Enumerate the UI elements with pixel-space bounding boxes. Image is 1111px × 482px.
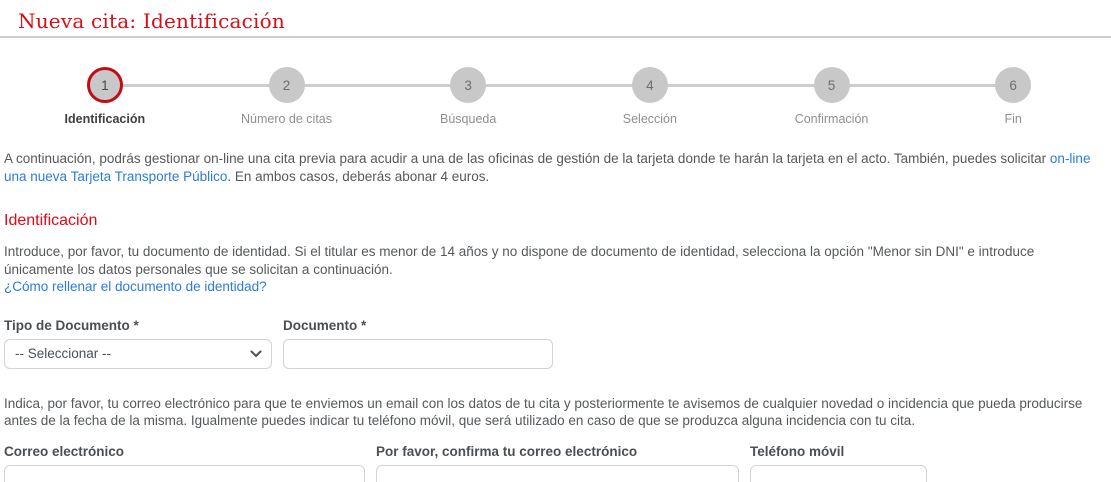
intro-text-before-link: A continuación, podrás gestionar on-line una cita previa para acudir a una de las oficinas de gestión de la tarjeta donde te harán la tarjeta en el acto. También, puedes solicitar [4, 151, 1050, 166]
page-title: Nueva cita: Identificación [18, 9, 285, 33]
identification-section-heading: Identificación [4, 212, 98, 229]
contact-description: Indica, por favor, tu correo electrónico para que te enviemos un email con los datos de tu cita y posteriormente te avisemos de cualquier novedad o incidencia que pueda producirse antes de la fecha de la misma. Igualmente puedes indicar tu teléfono móvil, que será utilizado en caso de que se produzca alguna incidencia con tu cita. [4, 395, 1083, 428]
step-label-4: Selección [622, 112, 677, 126]
how-to-fill-document-link[interactable]: ¿Cómo rellenar el documento de identidad? [4, 279, 267, 294]
step-label-3: Búsqueda [440, 112, 497, 126]
email-label: Correo electrónico [4, 443, 125, 459]
stepper-step-numero-de-citas [196, 67, 378, 126]
phone-input[interactable] [750, 465, 927, 482]
step-circle-6: 6 [995, 67, 1031, 103]
stepper-step-busqueda [377, 67, 559, 126]
step-label-5: Confirmación [794, 112, 869, 126]
identification-description: Introduce, por favor, tu documento de identidad. Si el titular es menor de 14 años y no dispone de documento de identidad, selecciona la opción "Menor sin DNI" e introduce únicamente los datos personales que se solicitan a continuación. [4, 244, 1035, 277]
wizard-stepper [14, 67, 1104, 126]
step-circle-4: 4 [632, 67, 668, 103]
document-type-label: Tipo de Documento * [4, 317, 139, 333]
stepper-step-seleccion [559, 67, 741, 126]
step-label-6: Fin [1004, 112, 1022, 126]
document-number-label: Documento * [283, 317, 367, 333]
intro-paragraph [4, 150, 1107, 185]
email-confirm-label: Por favor, confirma tu correo electrónico [376, 443, 638, 459]
step-label-1: Identificación [64, 112, 146, 126]
phone-label: Teléfono móvil [750, 443, 845, 459]
step-circle-1: 1 [87, 67, 123, 103]
step-circle-3: 3 [450, 67, 486, 103]
email-confirm-input[interactable] [376, 465, 739, 482]
new-transport-card-link[interactable]: on-line una nueva Tarjeta Transporte Público [4, 151, 1091, 184]
intro-text-after-link: . En ambos casos, deberás abonar 4 euros. [227, 168, 490, 184]
document-type-select[interactable] [4, 339, 272, 369]
email-input[interactable] [4, 465, 365, 482]
document-number-input[interactable] [283, 339, 553, 369]
stepper-step-identificacion [14, 67, 196, 126]
step-circle-5: 5 [814, 67, 850, 103]
stepper-step-fin [922, 67, 1104, 126]
stepper-step-confirmacion [741, 67, 923, 126]
step-label-2: Número de citas [241, 112, 333, 126]
page-header [0, 0, 1111, 38]
step-circle-2: 2 [269, 67, 305, 103]
